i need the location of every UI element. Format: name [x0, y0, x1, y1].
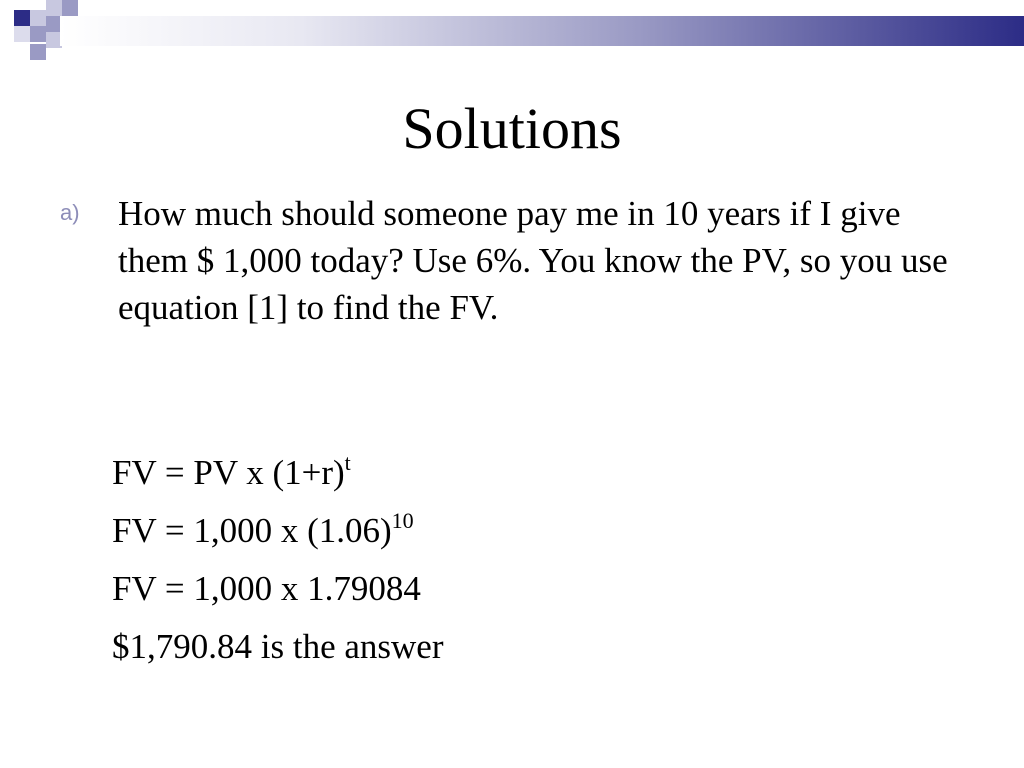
corner-square	[30, 26, 46, 42]
list-item-marker: a)	[60, 200, 80, 225]
answer-line	[112, 618, 443, 676]
corner-square	[30, 10, 46, 26]
formula-text: FV = PV x (1+r)	[112, 453, 345, 492]
formula-exponent: t	[344, 450, 351, 475]
formula-block	[112, 444, 443, 676]
formula-exponent: 10	[391, 508, 414, 533]
corner-square	[14, 10, 30, 26]
slide-title: Solutions	[402, 96, 622, 161]
corner-square	[46, 0, 62, 16]
formula-line	[112, 560, 443, 618]
header-gradient-bar	[60, 16, 1024, 46]
list-item-text: How much should someone pay me in 10 years if I give them $ 1,000 today? Use 6%. You know the PV, so you use equation [1] to find the FV.	[118, 194, 948, 327]
corner-square	[30, 44, 46, 60]
formula-line	[112, 502, 443, 560]
formula-line	[112, 444, 443, 502]
corner-square	[62, 0, 78, 16]
formula-text: FV = 1,000 x 1.79084	[112, 569, 421, 608]
formula-text: FV = 1,000 x (1.06)	[112, 511, 392, 550]
answer-text: $1,790.84 is the answer	[112, 627, 444, 666]
corner-square	[14, 26, 30, 42]
